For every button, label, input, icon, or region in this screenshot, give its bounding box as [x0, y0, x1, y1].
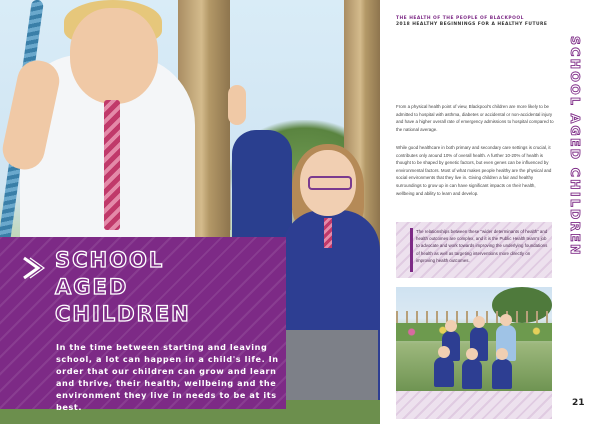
banner-heading	[55, 247, 191, 328]
running-head	[396, 16, 547, 28]
banner-heading-line: AGED	[55, 275, 129, 299]
callout-text: The relationships between these "wider determinants of health" and health outcomes are complex, and it is the Public Health team's job to advocate and work towards improving the underlying foundations of health as well as targeting interventions more directly on improving health outcomes.	[416, 229, 548, 263]
body-paragraph: While good healthcare in both primary and secondary care settings is crucial, it contributes only around 10% of overall health. A further 10-20% of health is thought to be shaped by genetic factors, but even genes can be influenced by environmental factors. Most of what makes people healthy are the physical and social environments that they live in. Giving children a fair and healthy surroundings to grow up in can have significant impacts on their health, wellbeing and ability to learn and develop.	[396, 145, 552, 196]
running-head-title: THE HEALTH OF THE PEOPLE OF BLACKPOOL	[396, 16, 524, 21]
banner-heading-line: CHILDREN	[55, 302, 191, 326]
chevron-right-icon	[20, 254, 48, 282]
photo-girl-tie	[324, 218, 332, 248]
banner-heading-line: SCHOOL	[55, 248, 165, 272]
page-number: 21	[572, 398, 585, 408]
running-head-subtitle: 2018 HEALTHY BEGINNINGS FOR A HEALTHY FUTURE	[396, 22, 548, 27]
photo-child	[434, 357, 454, 387]
photo-boy-head	[70, 8, 158, 104]
side-title-text: SCHOOL AGED CHILDREN	[568, 36, 583, 257]
callout-accent-bar	[410, 228, 413, 272]
school-group-photo	[396, 287, 552, 391]
decorative-tint-box	[396, 391, 552, 419]
photo-boy-tie	[104, 100, 120, 230]
photo-child	[492, 359, 512, 389]
photo-girl-glasses	[308, 176, 352, 190]
side-title	[568, 36, 583, 257]
body-paragraph: From a physical health point of view, Blackpool's children are more likely to be admitted to hospital with asthma, diabetes or accidental or non-accidental injury and have a higher overall rate of emergency admissions to hospital compared to the national average.	[396, 104, 554, 132]
photo-hand	[228, 85, 246, 125]
photo-child	[462, 359, 482, 389]
photo-child	[232, 130, 292, 250]
banner-intro-text: In the time between starting and leaving school, a lot can happen in a child's life. In order that our children can grow and learn and thrive, their health, wellbeing and the environment they live in needs to be at its best.	[56, 342, 279, 412]
